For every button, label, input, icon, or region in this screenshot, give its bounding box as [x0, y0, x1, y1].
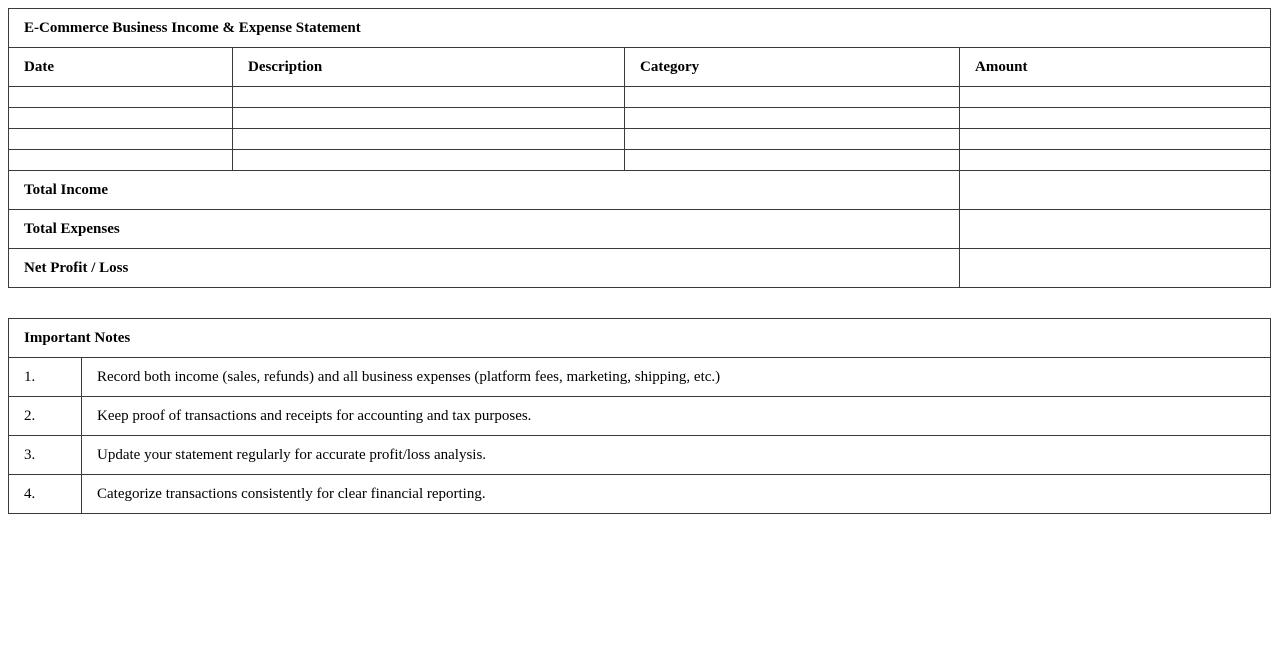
- total-expenses-row: [9, 210, 1271, 249]
- list-item: [9, 397, 1271, 436]
- net-profit-loss-value[interactable]: [960, 249, 1271, 288]
- notes-title: Important Notes: [9, 319, 1271, 358]
- table-row: [9, 108, 1271, 129]
- amount-cell[interactable]: [960, 87, 1271, 108]
- list-item: [9, 358, 1271, 397]
- description-cell[interactable]: [233, 129, 625, 150]
- amount-cell[interactable]: [960, 108, 1271, 129]
- net-profit-loss-label: Net Profit / Loss: [9, 249, 960, 288]
- category-cell[interactable]: [625, 150, 960, 171]
- date-cell[interactable]: [9, 129, 233, 150]
- notes-title-row: [9, 319, 1271, 358]
- table-row: [9, 87, 1271, 108]
- total-income-row: [9, 171, 1271, 210]
- table-title: E-Commerce Business Income & Expense Statement: [9, 9, 1271, 48]
- category-cell[interactable]: [625, 129, 960, 150]
- column-header-amount: Amount: [960, 48, 1271, 87]
- note-number: 1.: [9, 358, 82, 397]
- total-income-value[interactable]: [960, 171, 1271, 210]
- note-text: Update your statement regularly for accurate profit/loss analysis.: [82, 436, 1271, 475]
- total-income-label: Total Income: [9, 171, 960, 210]
- amount-cell[interactable]: [960, 150, 1271, 171]
- category-cell[interactable]: [625, 108, 960, 129]
- description-cell[interactable]: [233, 150, 625, 171]
- column-header-category: Category: [625, 48, 960, 87]
- total-expenses-label: Total Expenses: [9, 210, 960, 249]
- note-number: 4.: [9, 475, 82, 514]
- description-cell[interactable]: [233, 87, 625, 108]
- list-item: [9, 475, 1271, 514]
- income-expense-table: [8, 8, 1271, 288]
- column-header-date: Date: [9, 48, 233, 87]
- date-cell[interactable]: [9, 150, 233, 171]
- total-expenses-value[interactable]: [960, 210, 1271, 249]
- amount-cell[interactable]: [960, 129, 1271, 150]
- table-title-row: [9, 9, 1271, 48]
- note-number: 3.: [9, 436, 82, 475]
- table-row: [9, 150, 1271, 171]
- column-header-description: Description: [233, 48, 625, 87]
- note-number: 2.: [9, 397, 82, 436]
- date-cell[interactable]: [9, 87, 233, 108]
- important-notes-table: [8, 318, 1271, 514]
- net-profit-loss-row: [9, 249, 1271, 288]
- category-cell[interactable]: [625, 87, 960, 108]
- date-cell[interactable]: [9, 108, 233, 129]
- list-item: [9, 436, 1271, 475]
- note-text: Categorize transactions consistently for clear financial reporting.: [82, 475, 1271, 514]
- header-row: [9, 48, 1271, 87]
- table-row: [9, 129, 1271, 150]
- description-cell[interactable]: [233, 108, 625, 129]
- note-text: Keep proof of transactions and receipts for accounting and tax purposes.: [82, 397, 1271, 436]
- note-text: Record both income (sales, refunds) and all business expenses (platform fees, marketing, shipping, etc.): [82, 358, 1271, 397]
